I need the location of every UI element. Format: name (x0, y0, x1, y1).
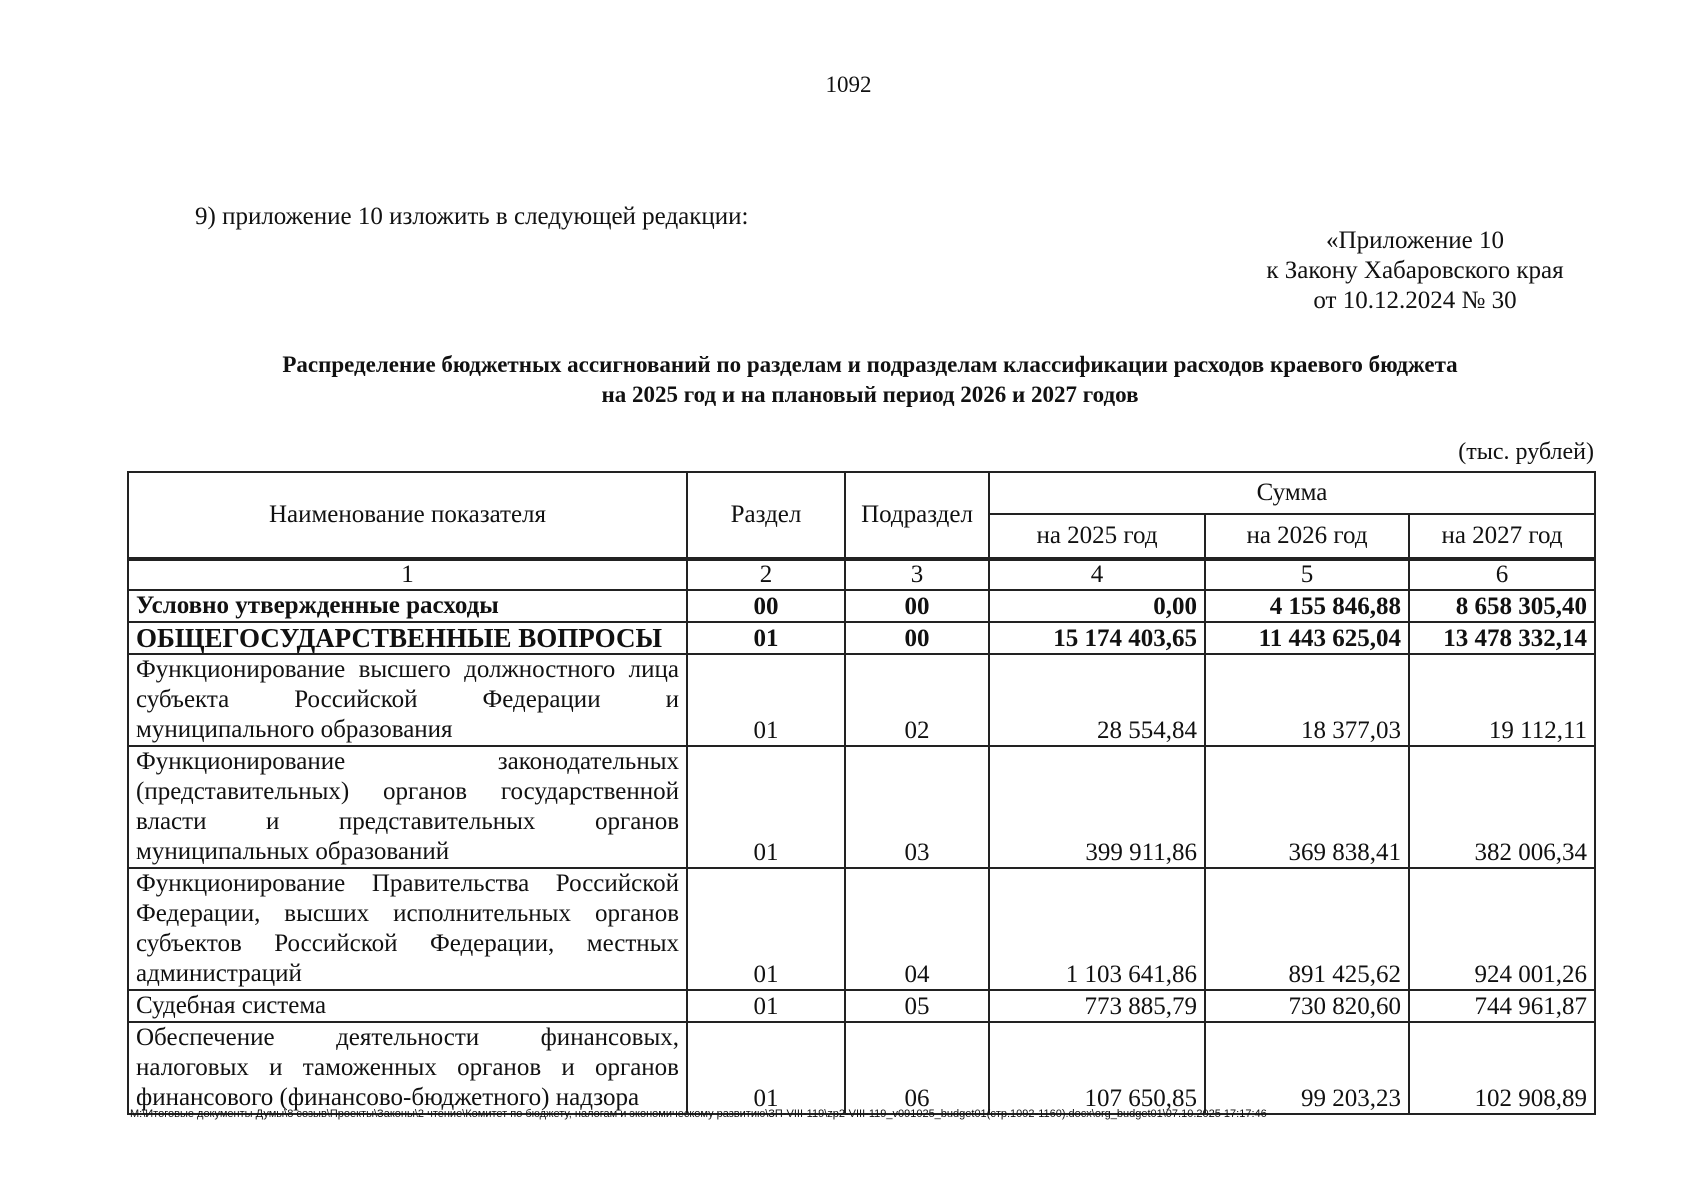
row-name: Функционирование законодательных (представительных) органов государственной власти и представительных органов муниципальных образований (128, 746, 687, 868)
title-line2: на 2025 год и на плановый период 2026 и 2027 годов (601, 382, 1139, 407)
footer-file-path: М:\Итоговые документы Думы\8 созыв\Проекты\Законы\2 чтение\Комитет по бюджету, налогам и экономическому развитию\ЗП-VIII-119\zp2-VIII-119_v091025_budget01(стр.1092-1160).docx\org_budget01\07.10.2025 17:17:46 (130, 1108, 1267, 1120)
row-subsection: 00 (845, 622, 989, 654)
table-row (128, 590, 1595, 622)
table-row (128, 622, 1595, 654)
row-section: 01 (687, 746, 845, 868)
row-amount-2027: 19 112,11 (1409, 654, 1595, 746)
budget-table (127, 471, 1596, 1115)
row-section: 01 (687, 990, 845, 1022)
row-amount-2027: 13 478 332,14 (1409, 622, 1595, 654)
row-amount-2026: 891 425,62 (1205, 868, 1409, 990)
row-amount-2025: 28 554,84 (989, 654, 1205, 746)
table-row (128, 868, 1595, 990)
column-number: 2 (687, 560, 845, 590)
row-amount-2026: 369 838,41 (1205, 746, 1409, 868)
column-number: 6 (1409, 560, 1595, 590)
row-section: 01 (687, 868, 845, 990)
table-row (128, 746, 1595, 868)
row-amount-2026: 18 377,03 (1205, 654, 1409, 746)
row-amount-2026: 730 820,60 (1205, 990, 1409, 1022)
row-section: 01 (687, 654, 845, 746)
appendix-ref-line2: к Закону Хабаровского края (1266, 257, 1564, 284)
row-name: Функционирование Правительства Российской Федерации, высших исполнительных органов субъектов Российской Федерации, местных администраций (128, 868, 687, 990)
row-amount-2025: 399 911,86 (989, 746, 1205, 868)
row-amount-2027: 382 006,34 (1409, 746, 1595, 868)
header-year-2026: на 2026 год (1205, 514, 1409, 558)
intro-text: 9) приложение 10 изложить в следующей редакции: (195, 203, 749, 230)
row-amount-2026: 11 443 625,04 (1205, 622, 1409, 654)
header-section: Раздел (687, 472, 845, 558)
row-amount-2025: 15 174 403,65 (989, 622, 1205, 654)
row-name: Обеспечение деятельности финансовых, налоговых и таможенных органов и органов финансового (финансово-бюджетного) надзора (128, 1022, 687, 1114)
row-amount-2025: 107 650,85 (989, 1022, 1205, 1114)
appendix-ref-line3: от 10.12.2024 № 30 (1313, 287, 1517, 314)
row-section: 00 (687, 590, 845, 622)
row-amount-2025: 0,00 (989, 590, 1205, 622)
column-number: 5 (1205, 560, 1409, 590)
row-amount-2027: 924 001,26 (1409, 868, 1595, 990)
row-name: Условно утвержденные расходы (128, 590, 687, 622)
row-section: 01 (687, 622, 845, 654)
header-sum: Сумма (989, 472, 1595, 514)
row-name: Судебная система (128, 990, 687, 1022)
header-name: Наименование показателя (128, 472, 687, 558)
row-subsection: 05 (845, 990, 989, 1022)
row-amount-2027: 744 961,87 (1409, 990, 1595, 1022)
row-amount-2025: 773 885,79 (989, 990, 1205, 1022)
row-amount-2026: 4 155 846,88 (1205, 590, 1409, 622)
column-numbers-row (128, 560, 1595, 590)
table-row (128, 1022, 1595, 1114)
row-name: Функционирование высшего должностного лица субъекта Российской Федерации и муниципального образования (128, 654, 687, 746)
column-number: 3 (845, 560, 989, 590)
appendix-reference (1240, 226, 1590, 316)
row-subsection: 00 (845, 590, 989, 622)
table-row (128, 654, 1595, 746)
page-number: 1092 (825, 72, 872, 97)
row-subsection: 03 (845, 746, 989, 868)
row-subsection: 04 (845, 868, 989, 990)
row-amount-2027: 8 658 305,40 (1409, 590, 1595, 622)
document-title (120, 350, 1620, 410)
row-amount-2025: 1 103 641,86 (989, 868, 1205, 990)
row-subsection: 02 (845, 654, 989, 746)
header-year-2027: на 2027 год (1409, 514, 1595, 558)
units-label: (тыс. рублей) (1458, 439, 1594, 465)
header-subsection: Подраздел (845, 472, 989, 558)
row-name: ОБЩЕГОСУДАРСТВЕННЫЕ ВОПРОСЫ (128, 622, 687, 654)
header-year-2025: на 2025 год (989, 514, 1205, 558)
row-subsection: 06 (845, 1022, 989, 1114)
title-line1: Распределение бюджетных ассигнований по разделам и подразделам классификации расходов краевого бюджета (282, 352, 1458, 377)
row-section: 01 (687, 1022, 845, 1114)
column-number: 1 (128, 560, 687, 590)
row-amount-2027: 102 908,89 (1409, 1022, 1595, 1114)
table-row (128, 990, 1595, 1022)
row-amount-2026: 99 203,23 (1205, 1022, 1409, 1114)
appendix-ref-line1: «Приложение 10 (1326, 227, 1504, 254)
column-number: 4 (989, 560, 1205, 590)
